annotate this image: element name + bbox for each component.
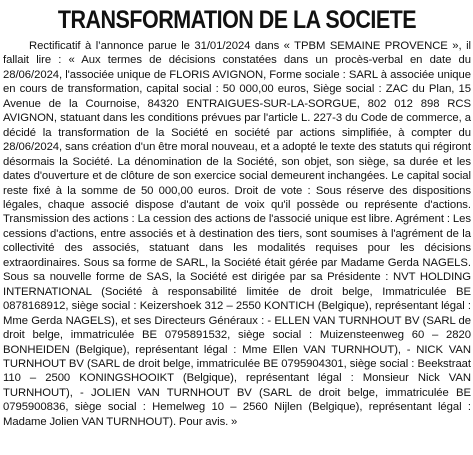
notice-body: Rectificatif à l’annonce parue le 31/01/2024 dans « TPBM SEMAINE PROVENCE », il fallait lire : « Aux termes de décisions constatées dans un procès-verbal en date du 28/06/2024, l'associée unique de FLORIS AVIGNON, Forme sociale : SARL à associée unique en cours de transformation, capital social : 50 000,00 euros, Siège social : ZAC du Plan, 15 Avenue de la Cournoise, 84320 ENTRAIGUES-SUR-LA-SORGUE, 802 012 898 RCS AVIGNON, statuant dans les conditions prévues par l'article L. 227-3 du Code de commerce, a décidé la transformation de la Société en société par actions simplifiée, à compter du 28/06/2024, sans création d'un être moral nouveau, et a adopté le texte des statuts qui régiront désormais la Société. La dénomination de la Société, son objet, son siège, sa durée et les dates d'ouverture et de clôture de son exercice social demeurent inchangées. Le capital social reste fixé à la somme de 50 000,00 euros. Droit de vote : Sous réserve des dispositions légales, chaque associé dispose d'autant de voix qu'il possède ou représente d'actions. Transmission des actions : La cession des actions de l'associé unique est libre. Agrément : Les cessions d'actions, entre associés et à destination des tiers, sont soumises à l'agrément de la collectivité des associés, statuant dans les modalités requises pour les décisions extraordinaires. Sous sa forme de SARL, la Société était gérée par Madame Gerda NAGELS. Sous sa nouvelle forme de SAS, la Société est dirigée par sa Présidente : NVT HOLDING INTERNATIONAL (Société à responsabilité limitée de droit belge, Immatriculée BE 0878168912, siège social : Keizershoek 312 – 2550 KONTICH (Belgique), représentant légal : Mme Gerda NAGELS), et ses Directeurs Généraux : - ELLEN VAN TURNHOUT BV (SARL de droit belge, immatriculée BE 0795891532, siège social : Muizensteenweg 60 – 2820 BONHEIDEN (Belgique), représentant légal : Mme Ellen VAN TURNHOUT), - NICK VAN TURNHOUT BV (SARL de droit belge, immatriculée BE 0795904301, siège social : Beekstraat 110 – 2500 KONINGSHOOIKT (Belgique), représentant légal : Monsieur Nick VAN TURNHOUT), - JOLIEN VAN TURNHOUT BV (SARL de droit belge, immatriculée BE 0795900836, siège social : Hemelweg 10 – 2560 Nijlen (Belgique), représentant légal : Madame Jolien VAN TURNHOUT). Pour avis. » bbox=[3, 40, 471, 428]
notice-title: TRANSFORMATION DE LA SOCIETE bbox=[57, 6, 417, 34]
